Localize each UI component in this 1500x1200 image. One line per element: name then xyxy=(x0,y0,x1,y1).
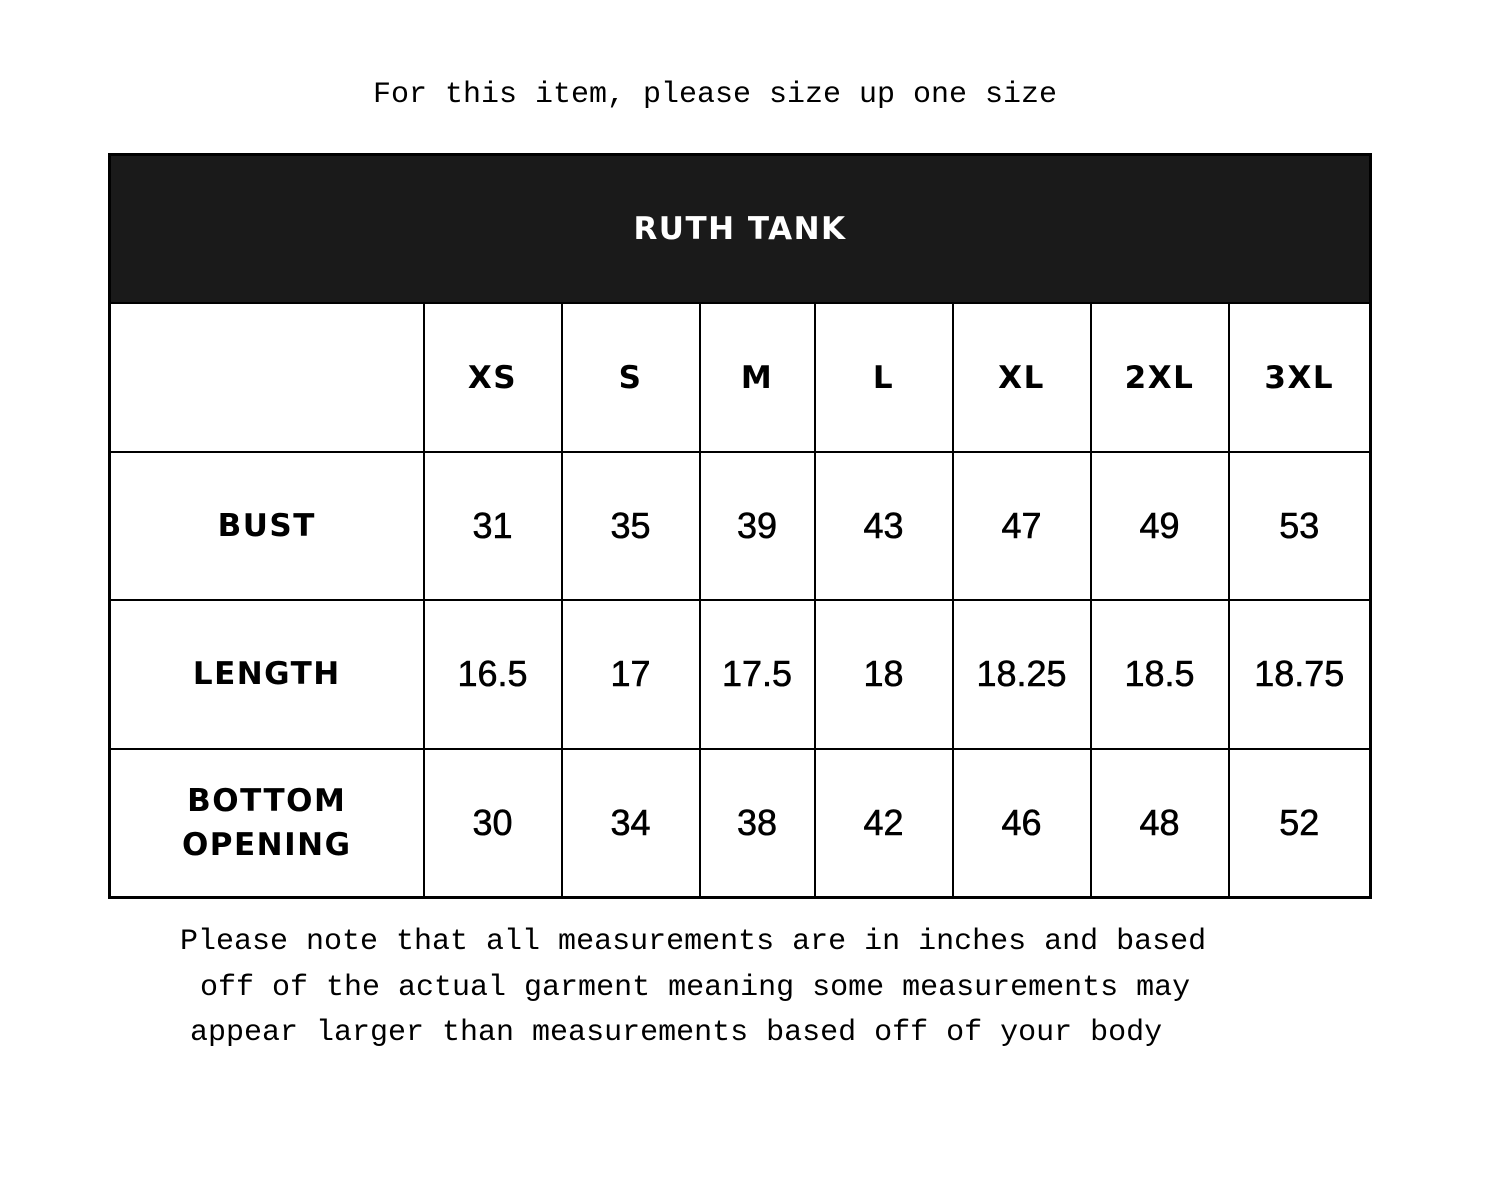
bottom-opening-xl: 46 xyxy=(953,749,1091,898)
measurement-note xyxy=(0,920,1500,1057)
row-label-bottom-opening xyxy=(110,749,424,898)
bust-xl: 47 xyxy=(953,452,1091,600)
bottom-opening-3xl: 52 xyxy=(1229,749,1371,898)
bottom-opening-s: 34 xyxy=(562,749,700,898)
length-xl: 18.25 xyxy=(953,600,1091,748)
size-up-note: For this item, please size up one size xyxy=(372,78,1058,112)
bust-s: 35 xyxy=(562,452,700,600)
row-label-length: LENGTH xyxy=(110,600,424,748)
size-header-l: L xyxy=(815,303,953,451)
size-header-xs: XS xyxy=(424,303,562,451)
bottom-opening-2xl: 48 xyxy=(1091,749,1229,898)
size-header-3xl: 3XL xyxy=(1229,303,1371,451)
measurement-note-line: off of the actual garment meaning some measurements may xyxy=(200,970,1191,1005)
size-header-m: M xyxy=(700,303,815,451)
length-m: 17.5 xyxy=(700,600,815,748)
bust-2xl: 49 xyxy=(1091,452,1229,600)
length-l: 18 xyxy=(815,600,953,748)
bust-l: 43 xyxy=(815,452,953,600)
size-header-s: S xyxy=(562,303,700,451)
bottom-opening-m: 38 xyxy=(700,749,815,898)
size-header-2xl: 2XL xyxy=(1091,303,1229,451)
length-2xl: 18.5 xyxy=(1091,600,1229,748)
size-chart-table xyxy=(108,153,1372,899)
length-row xyxy=(110,600,1371,748)
measurement-note-line: Please note that all measurements are in inches and based xyxy=(180,925,1207,959)
bust-xs: 31 xyxy=(424,452,562,600)
size-header-row xyxy=(110,303,1371,451)
table-title-row xyxy=(110,155,1371,304)
row-label-line: OPENING xyxy=(181,826,352,863)
row-label-line: BOTTOM xyxy=(187,782,347,819)
bust-m: 39 xyxy=(700,452,815,600)
measurement-note-line: appear larger than measurements based off of your body xyxy=(190,1016,1163,1050)
bottom-opening-row xyxy=(110,749,1371,898)
bottom-opening-xs: 30 xyxy=(424,749,562,898)
header-empty-cell xyxy=(110,303,424,451)
bottom-opening-l: 42 xyxy=(815,749,953,898)
length-s: 17 xyxy=(562,600,700,748)
bust-3xl: 53 xyxy=(1229,452,1371,600)
row-label-bust: BUST xyxy=(110,452,424,600)
table-title: RUTH TANK xyxy=(110,155,1371,304)
length-xs: 16.5 xyxy=(424,600,562,748)
bust-row xyxy=(110,452,1371,600)
size-header-xl: XL xyxy=(953,303,1091,451)
length-3xl: 18.75 xyxy=(1229,600,1371,748)
